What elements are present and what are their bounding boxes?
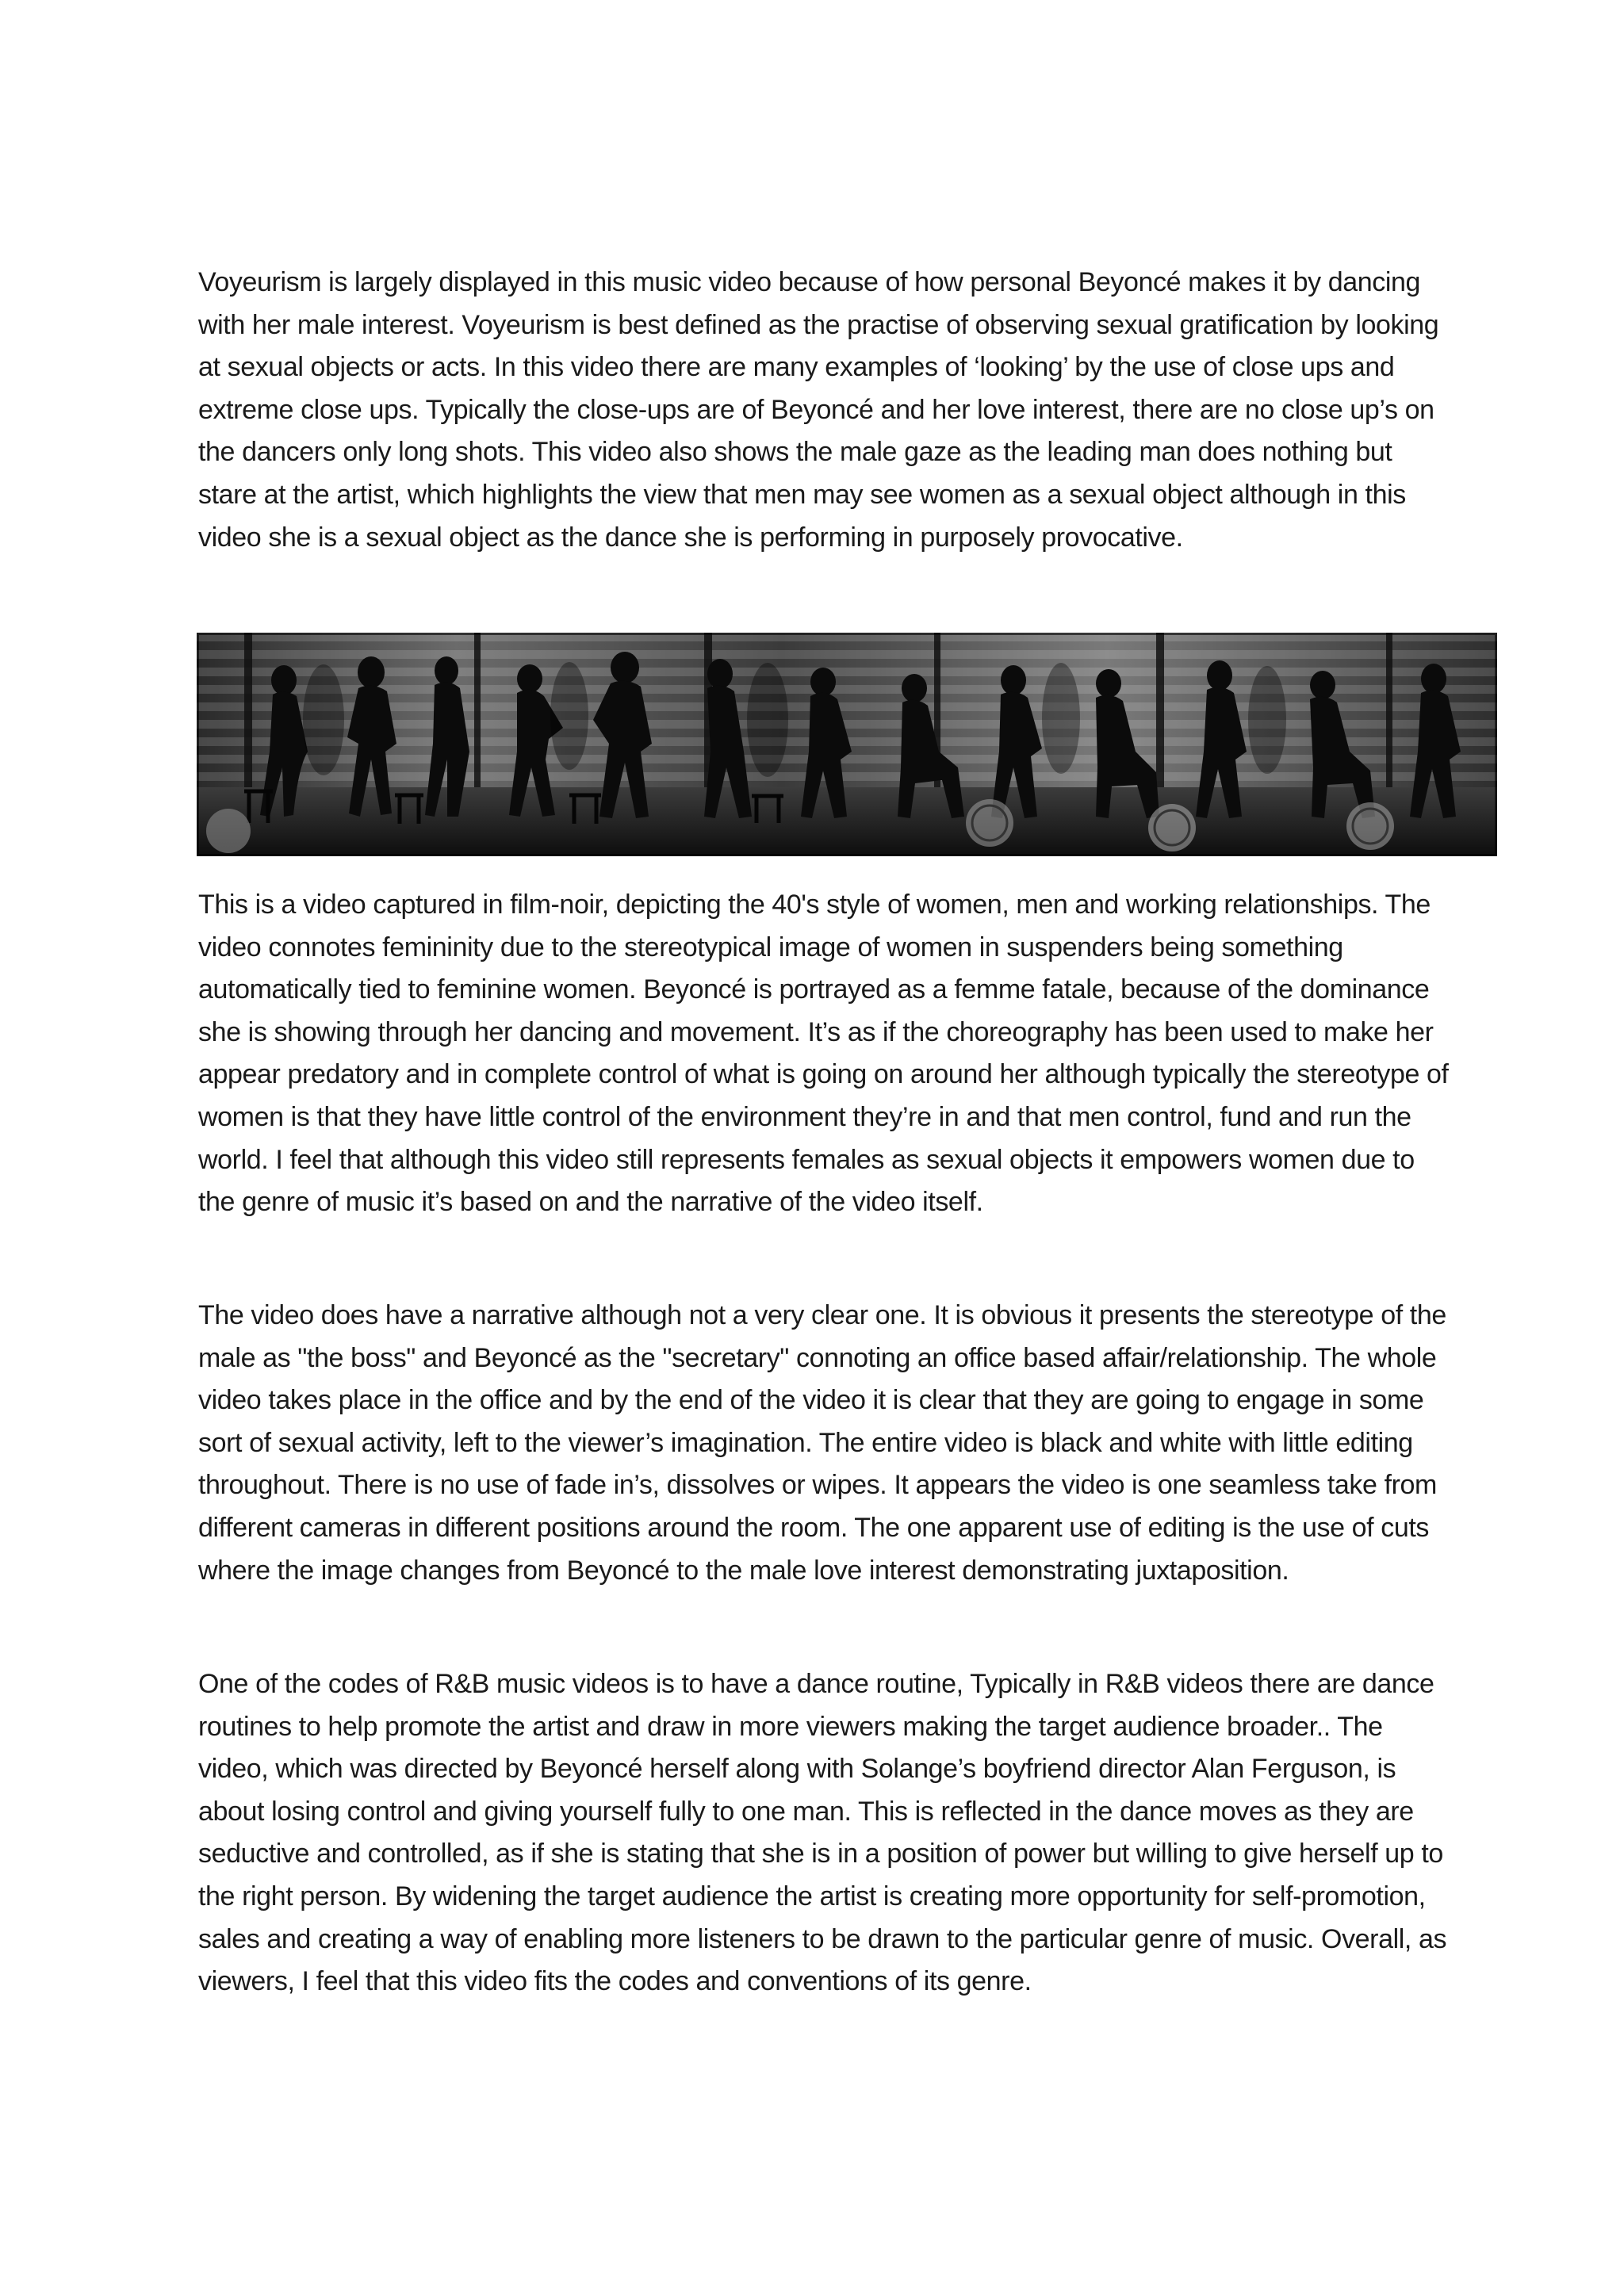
paragraph-rnb-codes: One of the codes of R&B music videos is to have a dance routine, Typically in R&B videos there are dance routines to help promote the artist and draw in more viewers making the target audience broader.. The video, which was directed by Beyoncé herself along with Solange’s boyfriend director Alan Ferguson, is about losing control and giving yourself fully to one man. This is reflected in the dance moves as they are seductive and controlled, as if she is stating that she is in a position of power but willing to give herself up to the right person. By widening the target audience the artist is creating more opportunity for self-promotion, sales and creating a way of enabling more listeners to be drawn to the particular genre of music. Overall, as viewers, I feel that this video fits the codes and conventions of its genre. [198, 1669, 1447, 1997]
paragraph-narrative: The video does have a narrative although not a very clear one. It is obvious it presents the stereotype of the male as "the boss" and Beyoncé as the "secretary" connoting an office based affair/relationship. The whole video takes place in the office and by the end of the video it is clear that they are going to engage in some sort of sexual activity, left to the viewer’s imagination. The entire video is black and white with little editing throughout. There is no use of fade in’s, dissolves or wipes. It appears the video is one seamless take from different cameras in different positions around the room. The one apparent use of editing is the use of cuts where the image changes from Beyoncé to the male love interest demonstrating juxtaposition. [198, 1300, 1446, 1586]
paragraph-voyeurism: Voyeurism is largely displayed in this music video because of how personal Beyoncé makes it by dancing with her male interest. Voyeurism is best defined as the practise of observing sexual gratification by looking at sexual objects or acts. In this video there are many examples of ‘looking’ by the use of close ups and extreme close ups. Typically the close-ups are of Beyoncé and her love interest, there are no close up’s on the dancers only long shots. This video also shows the male gaze as the leading man does nothing but stare at the artist, which highlights the view that men may see women as a sexual object although in this video she is a sexual object as the dance she is performing in purposely provocative. [198, 267, 1439, 553]
paragraph-film-noir: This is a video captured in film-noir, depicting the 40's style of women, men and working relationships. The video connotes femininity due to the stereotypical image of women in suspenders being something automatically tied to feminine women. Beyoncé is portrayed as a femme fatale, because of the dominance she is showing through her dancing and movement. It’s as if the choreography has been used to make her appear predatory and in complete control of what is going on around her although typically the stereotype of women is that they have little control of the environment they’re in and that men control, fund and run the world. I feel that although this video still represents females as sexual objects it empowers women due to the genre of music it’s based on and the narrative of the video itself. [198, 890, 1449, 1218]
music-video-stills-image [197, 633, 1497, 856]
dancers-silhouette-image [197, 633, 1497, 856]
